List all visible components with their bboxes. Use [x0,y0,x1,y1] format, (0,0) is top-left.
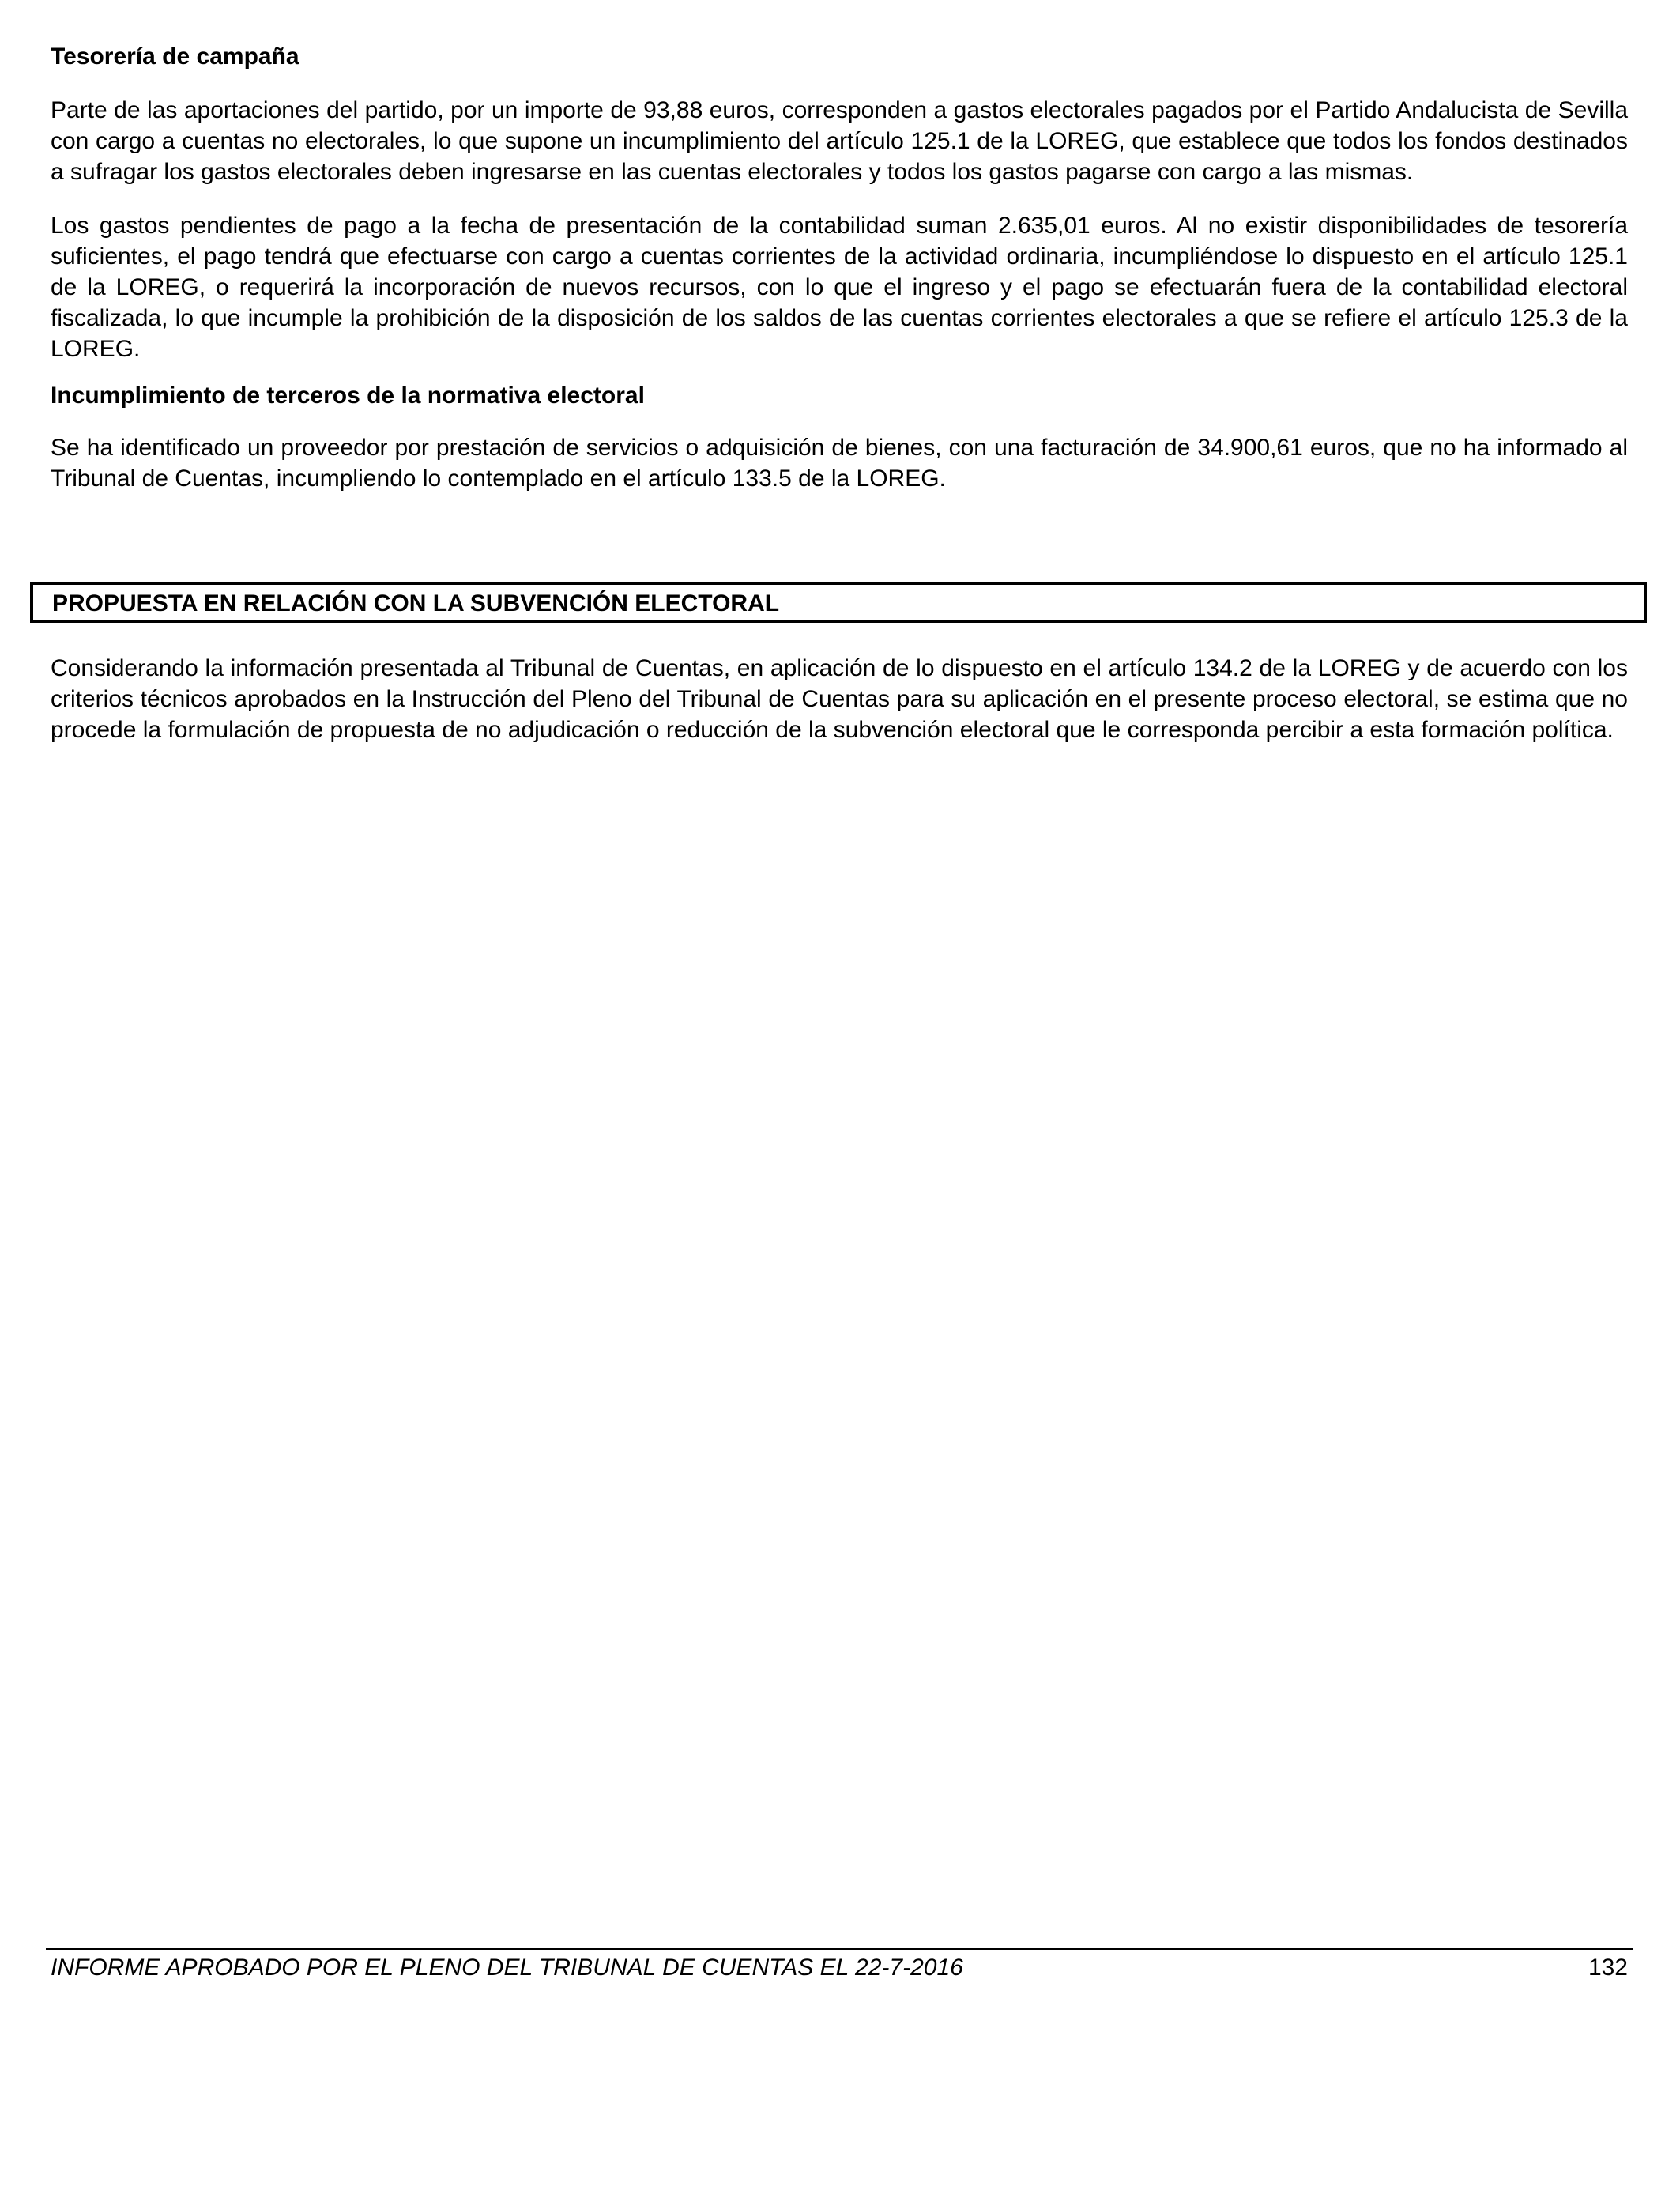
section-box-propuesta [30,582,1647,623]
footer-report-label: INFORME APROBADO POR EL PLENO DEL TRIBUNAL DE CUENTAS EL 22-7-2016 [51,1955,963,1981]
footer-divider [46,1948,1633,1950]
page-content [51,38,1628,494]
section-heading-propuesta: PROPUESTA EN RELACIÓN CON LA SUBVENCIÓN ELECTORAL [52,590,780,616]
page-content-lower [51,653,1628,745]
paragraph-incumplimiento: Se ha identificado un proveedor por prestación de servicios o adquisición de bienes, con una facturación de 34.900,61 euros, que no ha informado al Tribunal de Cuentas, incumpliendo lo contemplado en el artículo 133.5 de la LOREG. [51,435,1628,492]
paragraph-tesoreria-1: Parte de las aportaciones del partido, por un importe de 93,88 euros, corresponden a gastos electorales pagados por el Partido Andalucista de Sevilla con cargo a cuentas no electorales, lo que supone un incumplimiento del artículo 125.1 de la LOREG, que establece que todos los fondos destinados a sufragar los gastos electorales deben ingresarse en las cuentas electorales y todos los gastos pagarse con cargo a las mismas. [51,97,1628,185]
page-number: 132 [1588,1955,1628,1981]
section-heading-tesoreria: Tesorería de campaña [51,43,299,70]
paragraph-propuesta: Considerando la información presentada al Tribunal de Cuentas, en aplicación de lo dispuesto en el artículo 134.2 de la LOREG y de acuerdo con los criterios técnicos aprobados en la Instrucción del Pleno del Tribunal de Cuentas para su aplicación en el presente proceso electoral, se estima que no procede la formulación de propuesta de no adjudicación o reducción de la subvención electoral que le corresponda percibir a esta formación política. [51,655,1628,743]
section-heading-incumplimiento: Incumplimiento de terceros de la normativa electoral [51,383,645,409]
paragraph-tesoreria-2: Los gastos pendientes de pago a la fecha de presentación de la contabilidad suman 2.635,01 euros. Al no existir disponibilidades de tesorería suficientes, el pago tendrá que efectuarse con cargo a cuentas corrientes de la actividad ordinaria, incumpliéndose lo dispuesto en el artículo 125.1 de la LOREG, o requerirá la incorporación de nuevos recursos, con lo que el ingreso y el pago se efectuarán fuera de la contabilidad electoral fiscalizada, lo que incumple la prohibición de la disposición de los saldos de las cuentas corrientes electorales a que se refiere el artículo 125.3 de la LOREG. [51,213,1628,362]
